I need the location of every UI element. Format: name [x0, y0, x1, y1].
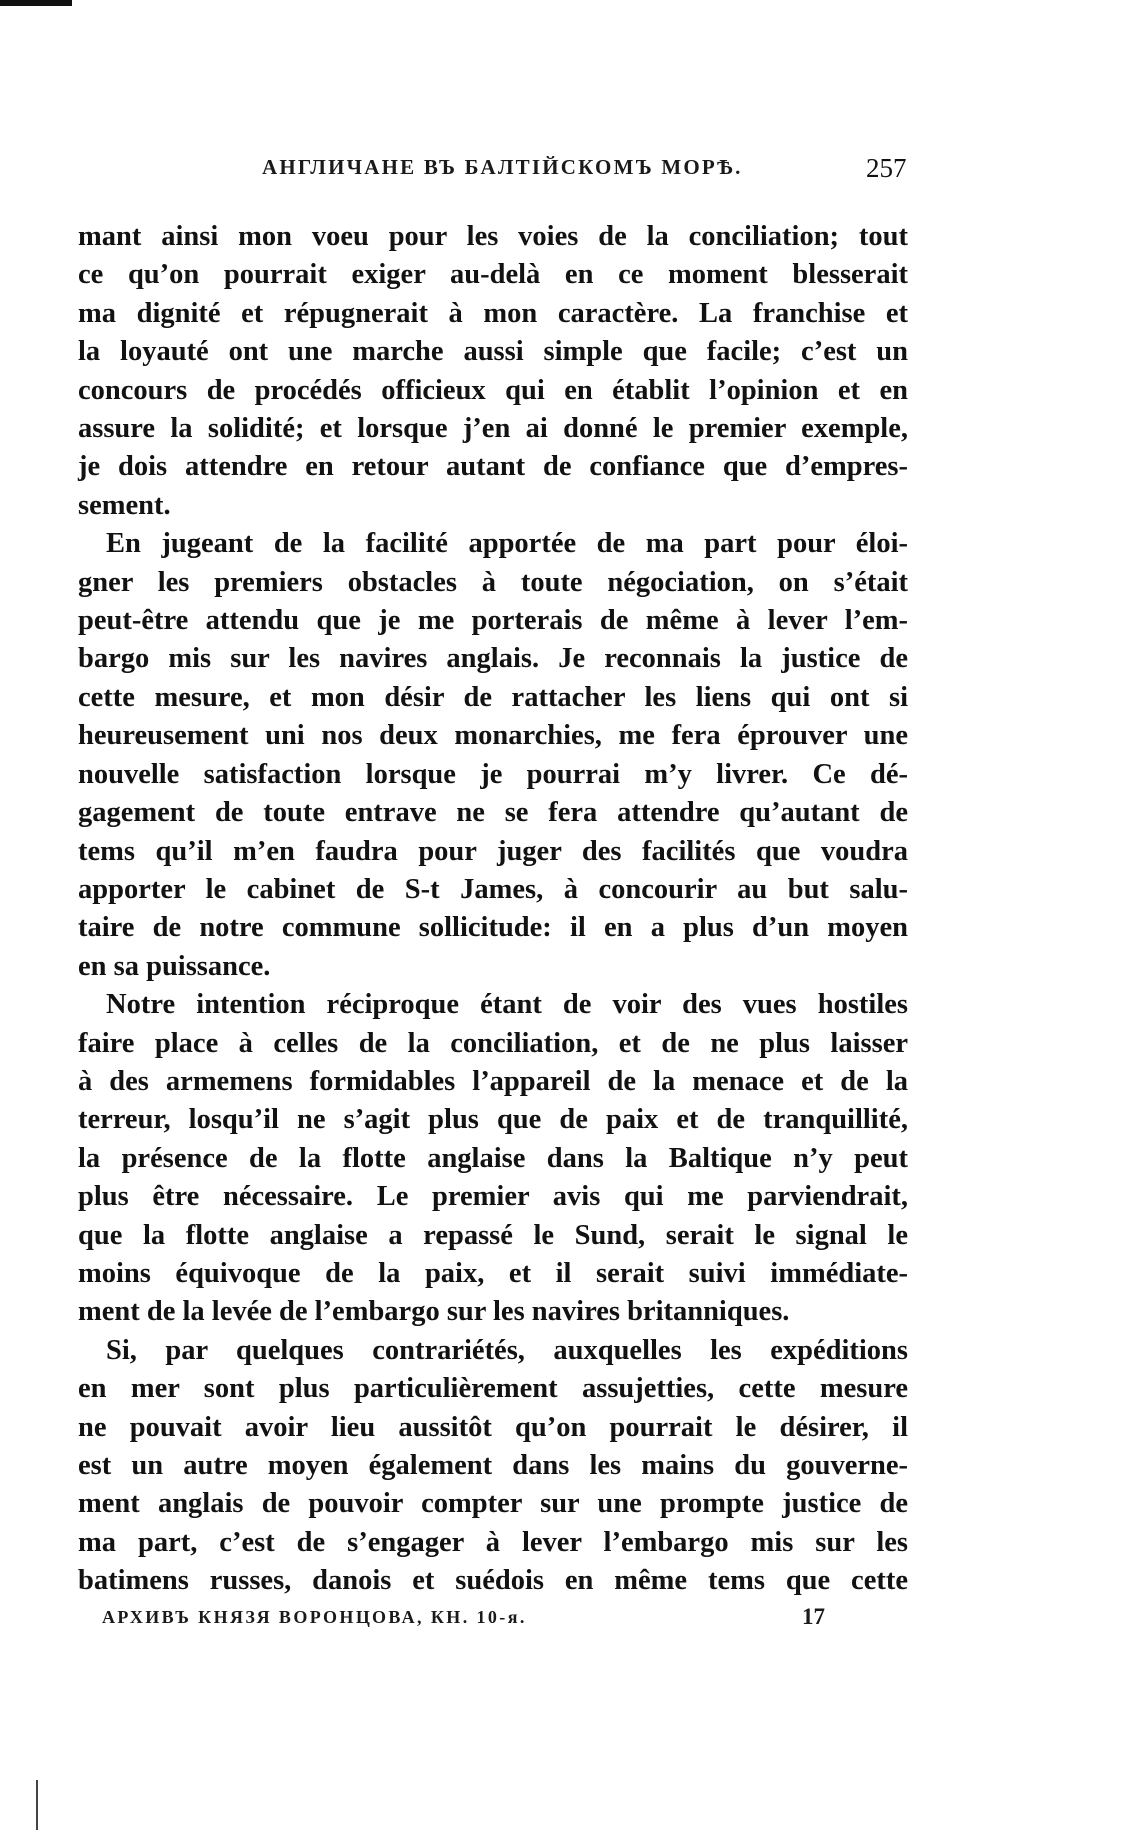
text-line: bargo mis sur les navires anglais. Je reconnais la justice de	[78, 643, 908, 675]
page-number: 257	[866, 153, 907, 183]
text-line: ne pouvait avoir lieu aussitôt qu’on pourrait le désirer, il	[78, 1411, 908, 1443]
paragraph	[78, 1332, 908, 1601]
text-line: est un autre moyen également dans les mains du gouverne-	[78, 1450, 908, 1481]
text-line: batimens russes, danois et suédois en même tems que cette	[78, 1565, 908, 1597]
text-line: heureusement uni nos deux monarchies, me fera éprouver une	[78, 720, 908, 752]
paragraph	[78, 218, 908, 525]
scan-edge-mark	[36, 1780, 38, 1830]
running-title: АНГЛИЧАНЕ ВЪ БАЛТІЙСКОМЪ МОРѢ.	[262, 155, 743, 179]
text-line: ment de la levée de l’embargo sur les navires britanniques.	[78, 1296, 790, 1328]
text-line: que la flotte anglaise a repassé le Sund, serait le signal le	[78, 1219, 908, 1251]
scan-corner-mark	[0, 0, 72, 6]
body-text	[78, 218, 908, 1601]
text-line: je dois attendre en retour autant de confiance que d’empres-	[78, 451, 908, 483]
text-line: ma part, c’est de s’engager à lever l’embargo mis sur les	[78, 1526, 908, 1558]
text-line: concours de procédés officieux qui en établit l’opinion et en	[78, 374, 908, 406]
paragraph	[78, 525, 908, 986]
text-line: cette mesure, et mon désir de rattacher les liens qui ont si	[78, 681, 908, 713]
text-line: apporter le cabinet de S-t James, à concourir au but salu-	[78, 873, 908, 905]
text-line: ma dignité et répugnerait à mon caractère. La franchise et	[78, 297, 908, 329]
paragraph	[78, 986, 908, 1332]
text-line: tems qu’il m’en faudra pour juger des facilités que voudra	[78, 835, 908, 867]
text-line: en mer sont plus particulièrement assujetties, cette mesure	[78, 1373, 908, 1405]
text-line: la loyauté ont une marche aussi simple que facile; c’est un	[78, 336, 908, 368]
text-line: ce qu’on pourrait exiger au-delà en ce moment blesserait	[78, 259, 908, 291]
text-line: sement.	[78, 489, 171, 521]
text-line: plus être nécessaire. Le premier avis qui me parviendrait,	[78, 1181, 908, 1213]
text-line: Si, par quelques contrariétés, auxquelles les expéditions	[106, 1334, 908, 1366]
text-line: gner les premiers obstacles à toute négociation, on s’était	[78, 566, 908, 598]
text-line: taire de notre commune sollicitude: il en a plus d’un moyen	[78, 912, 908, 944]
text-line: terreur, losqu’il ne s’agit plus que de paix et de tranquillité,	[78, 1104, 908, 1136]
footer-signature: АРХИВЪ КНЯЗЯ ВОРОНЦОВА, КН. 10-я.	[102, 1607, 527, 1627]
text-line: la présence de la flotte anglaise dans la Baltique n’y peut	[78, 1142, 908, 1174]
text-line: nouvelle satisfaction lorsque je pourrai m’y livrer. Ce dé-	[78, 758, 908, 790]
text-line: gagement de toute entrave ne se fera attendre qu’autant de	[78, 797, 908, 829]
text-line: faire place à celles de la conciliation, et de ne plus laisser	[78, 1027, 908, 1059]
text-line: assure la solidité; et lorsque j’en ai donné le premier exemple,	[78, 413, 908, 445]
text-line: en sa puissance.	[78, 950, 271, 982]
text-line: à des armemens formidables l’appareil de la menace et de la	[78, 1065, 908, 1097]
text-line: peut-être attendu que je me porterais de même à lever l’em-	[78, 605, 908, 637]
text-line: Notre intention réciproque étant de voir des vues hostiles	[106, 989, 908, 1021]
text-line: mant ainsi mon voeu pour les voies de la conciliation; tout	[78, 221, 908, 252]
text-line: En jugeant de la facilité apportée de ma part pour éloi-	[106, 528, 908, 560]
sheet-number: 17	[802, 1604, 825, 1629]
text-line: moins équivoque de la paix, et il serait suivi immédiate-	[78, 1257, 908, 1289]
text-line: ment anglais de pouvoir compter sur une prompte justice de	[78, 1488, 908, 1520]
